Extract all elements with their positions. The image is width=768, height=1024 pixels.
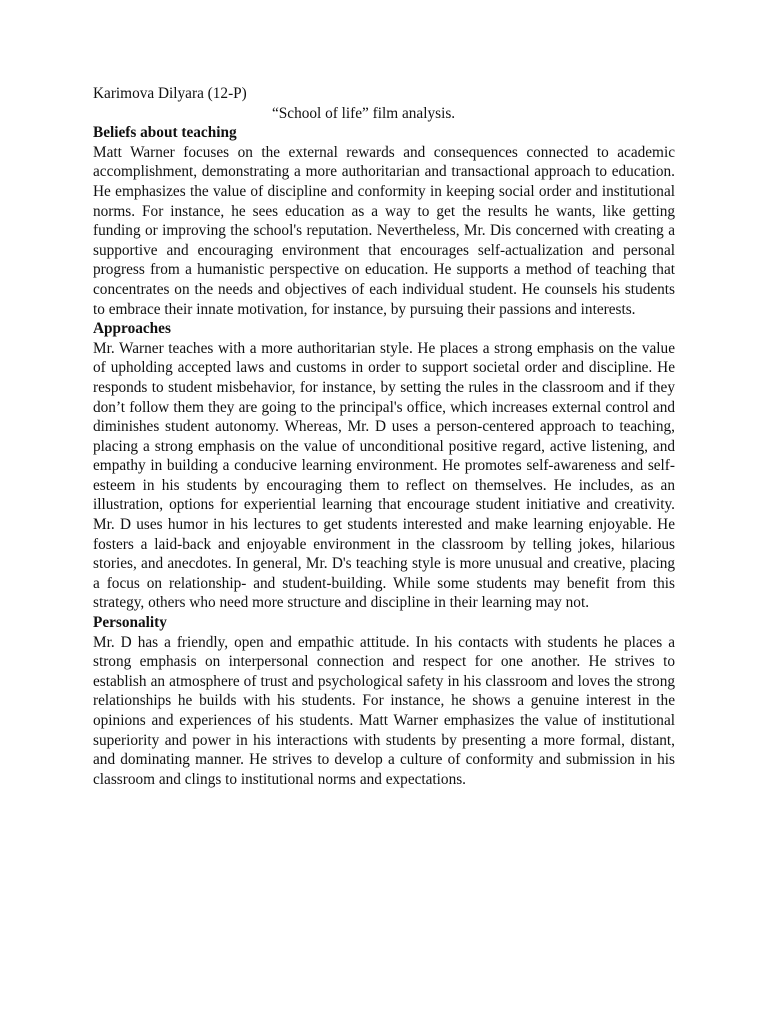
section-paragraph-approaches: Mr. Warner teaches with a more authoritarian style. He places a strong emphasis on the value of upholding accepted laws and customs in order to support societal order and discipline. He responds to student misbehavior, for instance, by setting the rules in the classroom and if they don’t follow them they are going to the principal's office, which increases external control and diminishes student autonomy. Whereas, Mr. D uses a person-centered approach to teaching, placing a strong emphasis on the value of unconditional positive regard, active listening, and empathy in building a conducive learning environment. He promotes self-awareness and self-esteem in his students by encouraging them to reflect on themselves. He includes, as an illustration, options for experiential learning that encourage student initiative and creativity. Mr. D uses humor in his lectures to get students interested and make learning enjoyable. He fosters a laid-back and enjoyable environment in the classroom by telling jokes, hilarious stories, and anecdotes. In general, Mr. D's teaching style is more unusual and creative, placing a focus on relationship- and student-building. While some students may benefit from this strategy, others who need more structure and discipline in their learning may not.	[93, 339, 675, 612]
section-heading-approaches: Approaches	[93, 320, 171, 338]
section-paragraph-personality: Mr. D has a friendly, open and empathic attitude. In his contacts with students he places a strong emphasis on interpersonal connection and respect for one another. He strives to establish an atmosphere of trust and psychological safety in his classroom and loves the strong relationships he builds with his students. For instance, he shows a genuine interest in the opinions and experiences of his students. Matt Warner emphasizes the value of institutional superiority and power in his interactions with students by presenting a more formal, distant, and dominating manner. He strives to develop a culture of conformity and submission in his classroom and clings to institutional norms and expectations.	[93, 633, 675, 788]
document-body	[93, 84, 675, 789]
document-title: “School of life” film analysis.	[272, 104, 456, 122]
author-line: Karimova Dilyara (12-P)	[93, 85, 247, 102]
section-heading-personality: Personality	[93, 614, 167, 632]
section-heading-beliefs: Beliefs about teaching	[93, 124, 237, 142]
section-paragraph-beliefs: Matt Warner focuses on the external rewards and consequences connected to academic accomplishment, demonstrating a more authoritarian and transactional approach to education. He emphasizes the value of discipline and conformity in keeping social order and institutional norms. For instance, he sees education as a way to get the results he wants, like getting funding or improving the school's reputation. Nevertheless, Mr. Dis concerned with creating a supportive and encouraging environment that encourages self-actualization and personal progress from a humanistic perspective on education. He supports a method of teaching that concentrates on the needs and objectives of each individual student. He counsels his students to embrace their innate motivation, for instance, by pursuing their passions and interests.	[93, 143, 675, 318]
